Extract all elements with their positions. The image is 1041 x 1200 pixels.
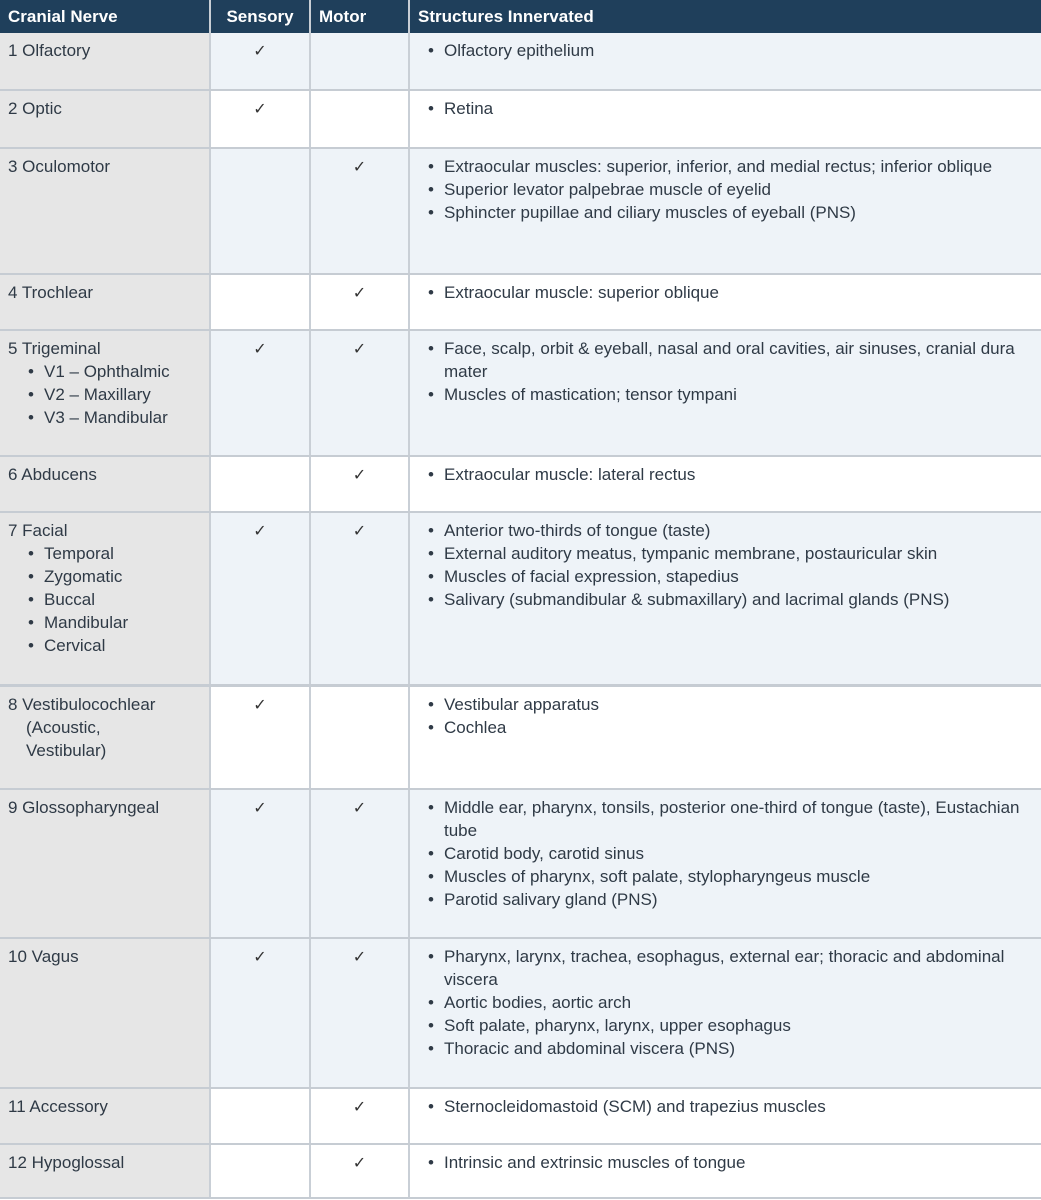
list-item: • Muscles of mastication; tensor tympani [444,383,1041,406]
check-icon: ✓ [253,798,267,817]
nerve-name: 11 Accessory [8,1097,108,1116]
motor-cell [310,938,409,1088]
structures-list [418,463,1041,486]
sensory-cell [210,330,310,456]
check-icon: ✓ [352,465,367,484]
list-item: • Soft palate, pharynx, larynx, upper esophagus [444,1014,1041,1037]
structures-cell [409,33,1041,90]
nerve-branch: • Buccal [44,588,209,611]
nerve-branch: Vestibular) [26,740,107,760]
structures-list [418,281,1041,304]
structures-cell [409,274,1041,330]
table-row [0,90,1041,148]
header-sensory: Sensory [210,0,310,33]
check-icon: ✓ [253,339,267,358]
list-item: • Muscles of facial expression, stapedius [444,565,1041,588]
sensory-cell [210,148,310,274]
structures-cell [409,330,1041,456]
table-row [0,1144,1041,1198]
structures-cell [409,1088,1041,1144]
sensory-cell [210,685,310,789]
check-icon: ✓ [253,947,267,966]
nerve-cell [0,789,210,938]
nerve-name: 6 Abducens [8,465,97,484]
list-item: • Extraocular muscles: superior, inferior, and medial rectus; inferior oblique [444,155,1041,178]
structures-list [418,337,1041,406]
nerve-cell [0,456,210,512]
nerve-branch: • V1 – Ophthalmic [44,360,209,383]
list-item: • Anterior two-thirds of tongue (taste) [444,519,1041,542]
list-item: • Intrinsic and extrinsic muscles of tongue [444,1151,1041,1174]
sensory-cell [210,938,310,1088]
nerve-branches [8,360,209,429]
structures-list [418,693,1041,739]
check-icon: ✓ [352,339,367,358]
nerve-branch: (Acoustic, [26,717,101,737]
nerve-branch: • Zygomatic [44,565,209,588]
structures-list [418,155,1041,224]
table-row [0,789,1041,938]
check-icon: ✓ [352,1097,367,1116]
table-row [0,512,1041,685]
nerve-cell [0,1144,210,1198]
nerve-name: 1 Olfactory [8,41,91,60]
structures-cell [409,938,1041,1088]
structures-cell [409,512,1041,685]
nerve-branch: • Cervical [44,634,209,657]
sensory-cell [210,1088,310,1144]
check-icon: ✓ [253,41,267,60]
structures-list [418,1095,1041,1118]
sensory-cell [210,90,310,148]
motor-cell [310,330,409,456]
structures-cell [409,789,1041,938]
structures-cell [409,685,1041,789]
list-item: • Salivary (submandibular & submaxillary) and lacrimal glands (PNS) [444,588,1041,611]
structures-list [418,945,1041,1060]
sensory-cell [210,456,310,512]
list-item: • Retina [444,97,1041,120]
list-item: • Sternocleidomastoid (SCM) and trapezius muscles [444,1095,1041,1118]
structures-list [418,39,1041,62]
nerve-name: 7 Facial [8,521,68,540]
structures-list [418,97,1041,120]
check-icon: ✓ [253,694,267,714]
check-icon: ✓ [352,521,367,540]
nerve-branches [8,542,209,657]
motor-cell [310,33,409,90]
list-item: • Extraocular muscle: lateral rectus [444,463,1041,486]
list-item: • Pharynx, larynx, trachea, esophagus, external ear; thoracic and abdominal viscera [444,945,1041,991]
header-cranial-nerve: Cranial Nerve [0,0,210,33]
nerve-name: 3 Oculomotor [8,157,111,176]
structures-cell [409,456,1041,512]
nerve-cell [0,274,210,330]
structures-list [418,519,1041,611]
sensory-cell [210,33,310,90]
list-item: • Vestibular apparatus [444,693,1041,716]
structures-list [418,1151,1041,1174]
table-row [0,1088,1041,1144]
nerve-name: 12 Hypoglossal [8,1153,125,1172]
sensory-cell [210,1144,310,1198]
nerve-branch: • Temporal [44,542,209,565]
list-item: • Superior levator palpebrae muscle of eyelid [444,178,1041,201]
nerve-branch: • Mandibular [44,611,209,634]
nerve-name: 2 Optic [8,99,62,118]
nerve-cell [0,90,210,148]
check-icon: ✓ [352,1153,367,1172]
sensory-cell [210,789,310,938]
check-icon: ✓ [352,798,367,817]
check-icon: ✓ [352,157,367,176]
list-item: • Extraocular muscle: superior oblique [444,281,1041,304]
table-row [0,330,1041,456]
nerve-cell [0,33,210,90]
table-row [0,685,1041,789]
list-item: • External auditory meatus, tympanic membrane, postauricular skin [444,542,1041,565]
nerve-cell [0,512,210,685]
motor-cell [310,456,409,512]
nerve-branches [8,716,209,762]
nerve-name: 8 Vestibulocochlear [8,694,156,714]
structures-cell [409,1144,1041,1198]
nerve-cell [0,148,210,274]
nerve-name: 10 Vagus [8,947,79,966]
motor-cell [310,789,409,938]
motor-cell [310,1088,409,1144]
check-icon: ✓ [253,99,267,118]
list-item: • Thoracic and abdominal viscera (PNS) [444,1037,1041,1060]
table-row [0,456,1041,512]
nerve-cell [0,938,210,1088]
structures-cell [409,90,1041,148]
check-icon: ✓ [352,283,367,302]
header-structures: Structures Innervated [409,0,1041,33]
nerve-name: 5 Trigeminal [8,339,101,358]
table-row [0,33,1041,90]
nerve-cell [0,1088,210,1144]
list-item: • Face, scalp, orbit & eyeball, nasal and oral cavities, air sinuses, cranial dura mater [444,337,1041,383]
list-item: • Muscles of pharynx, soft palate, stylopharyngeus muscle [444,865,1041,888]
list-item: • Olfactory epithelium [444,39,1041,62]
motor-cell [310,274,409,330]
list-item: • Middle ear, pharynx, tonsils, posterior one-third of tongue (taste), Eustachian tube [444,796,1041,842]
sensory-cell [210,274,310,330]
header-motor: Motor [310,0,409,33]
motor-cell [310,90,409,148]
structures-cell [409,148,1041,274]
nerve-cell [0,330,210,456]
list-item: • Sphincter pupillae and ciliary muscles of eyeball (PNS) [444,201,1041,224]
motor-cell [310,512,409,685]
nerve-name: 9 Glossopharyngeal [8,798,160,817]
nerve-branch: • V3 – Mandibular [44,406,209,429]
motor-cell [310,685,409,789]
list-item: • Parotid salivary gland (PNS) [444,888,1041,911]
list-item: • Cochlea [444,716,1041,739]
table-row [0,148,1041,274]
table-body [0,33,1041,1198]
table-row [0,938,1041,1088]
nerve-branch: • V2 – Maxillary [44,383,209,406]
list-item: • Aortic bodies, aortic arch [444,991,1041,1014]
structures-list [418,796,1041,911]
table-row [0,274,1041,330]
list-item: • Carotid body, carotid sinus [444,842,1041,865]
check-icon: ✓ [352,947,367,966]
motor-cell [310,1144,409,1198]
nerve-name: 4 Trochlear [8,283,94,302]
header-row [0,0,1041,33]
sensory-cell [210,512,310,685]
motor-cell [310,148,409,274]
nerve-cell [0,685,210,789]
check-icon: ✓ [253,521,267,540]
